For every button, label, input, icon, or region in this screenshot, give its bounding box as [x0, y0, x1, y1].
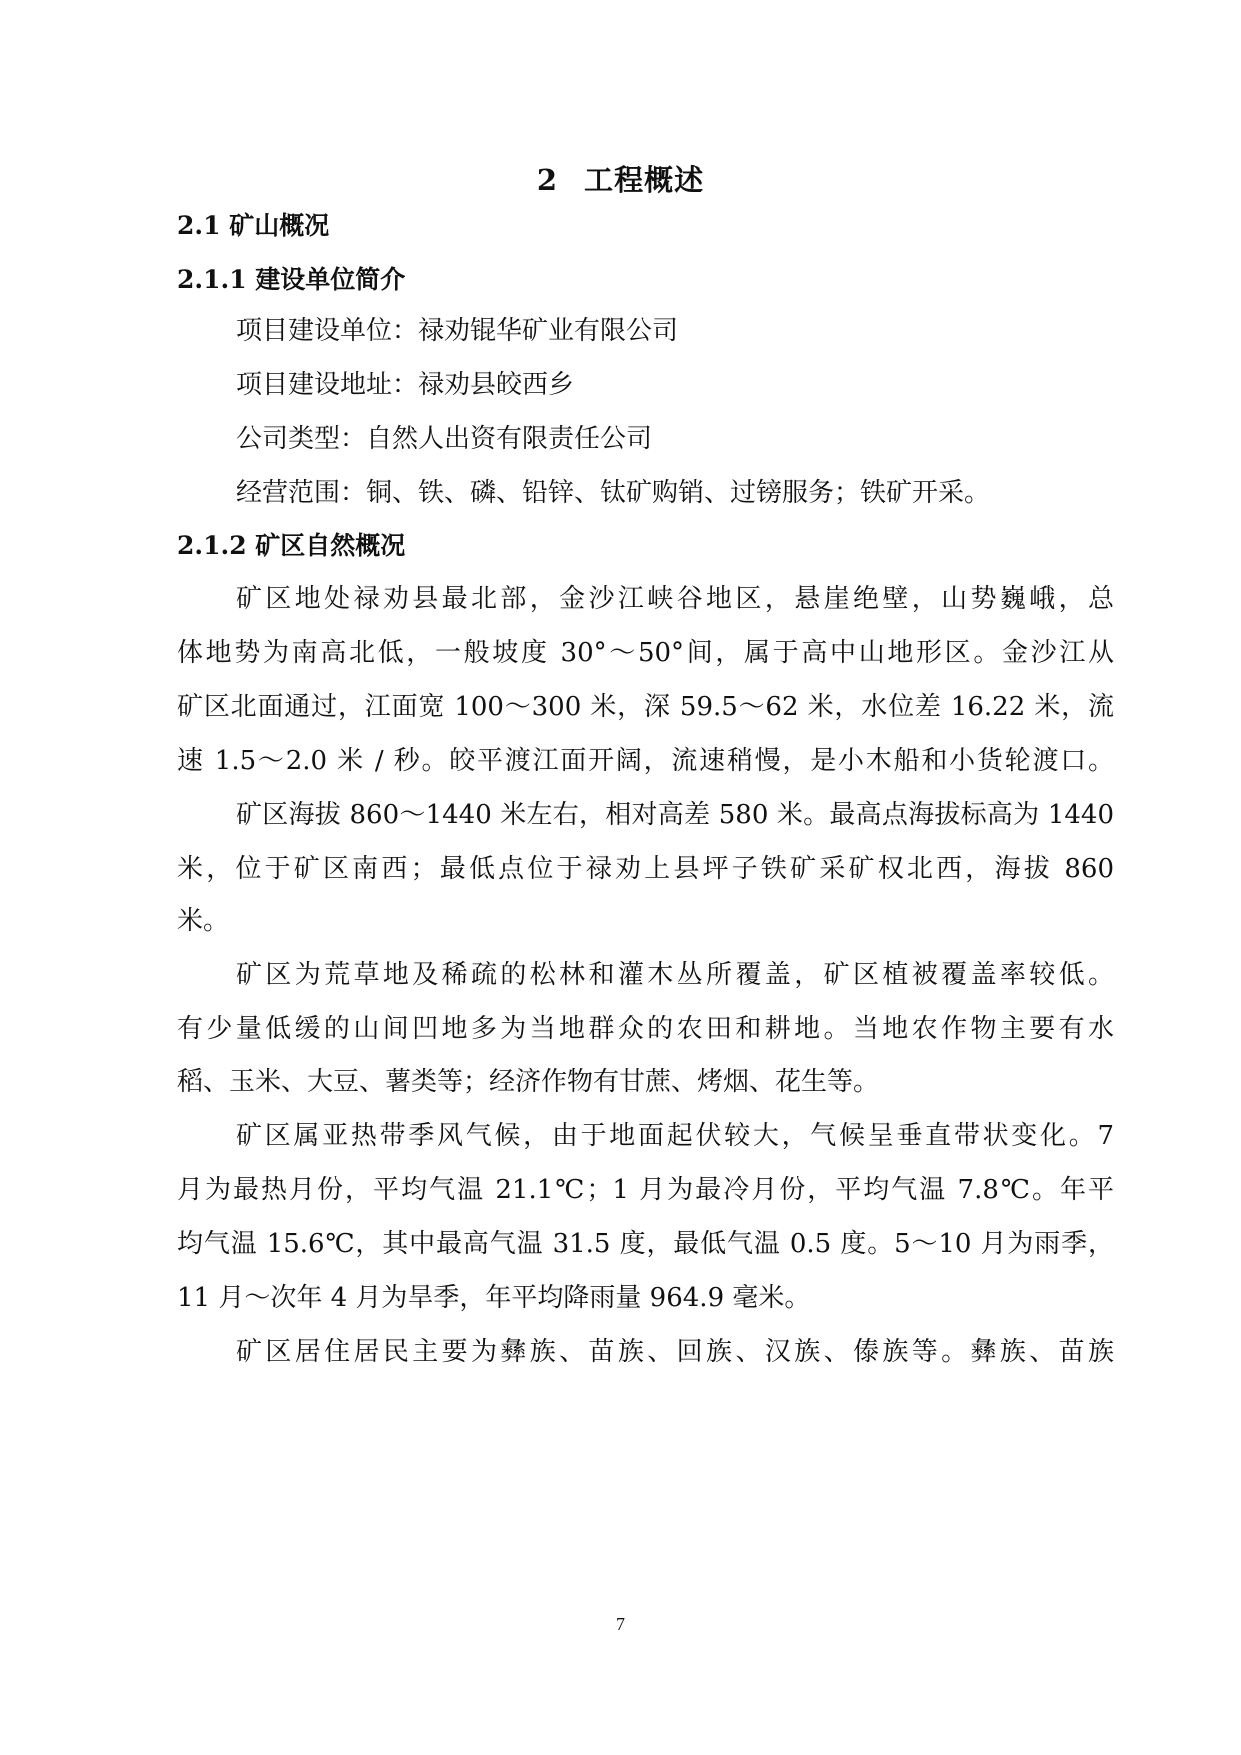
- company-address-line: 项目建设地址：禄劝县皎西乡: [236, 370, 575, 400]
- section-heading-2-1-1: 2.1.1 建设单位简介: [177, 265, 406, 294]
- paragraph-line: 矿区地处禄劝县最北部，金沙江峡谷地区，悬崖绝壁，山势巍峨，总: [236, 584, 1114, 614]
- chapter-title: [0, 160, 1241, 200]
- paragraph-line: 矿区北面通过，江面宽 100～300 米，深 59.5～62 米，水位差 16.22 米，流: [177, 692, 1114, 722]
- company-unit-line: 项目建设单位：禄劝锟华矿业有限公司: [236, 316, 679, 346]
- paragraph-line: 体地势为南高北低，一般坡度 30°～50°间，属于高中山地形区。金沙江从: [177, 638, 1114, 668]
- paragraph-line: 矿区属亚热带季风气候，由于地面起伏较大，气候呈垂直带状变化。7: [236, 1121, 1114, 1151]
- chapter-number: 2: [536, 163, 559, 197]
- company-scope-line: 经营范围：铜、铁、磷、铅锌、钛矿购销、过镑服务；铁矿开采。: [236, 478, 991, 508]
- paragraph-line: 月为最热月份，平均气温 21.1℃；1 月为最冷月份，平均气温 7.8℃。年平: [177, 1175, 1114, 1205]
- paragraph-line: 矿区海拔 860～1440 米左右，相对高差 580 米。最高点海拔标高为 1440: [236, 800, 1114, 830]
- paragraph-line: 米，位于矿区南西；最低点位于禄劝上县坪子铁矿采矿权北西，海拔 860: [177, 854, 1114, 884]
- paragraph-line: 稻、玉米、大豆、薯类等；经济作物有甘蔗、烤烟、花生等。: [177, 1067, 880, 1097]
- section-heading-2-1: 2.1 矿山概况: [177, 211, 330, 240]
- paragraph-line: 均气温 15.6℃，其中最高气温 31.5 度，最低气温 0.5 度。5～10 月为雨季，: [177, 1229, 1114, 1259]
- section-heading-2-1-2: 2.1.2 矿区自然概况: [177, 531, 406, 560]
- chapter-title-text: 工程概述: [584, 163, 705, 197]
- company-type-line: 公司类型：自然人出资有限责任公司: [236, 424, 653, 454]
- page-number: 7: [616, 1614, 625, 1634]
- paragraph-line: 有少量低缓的山间凹地多为当地群众的农田和耕地。当地农作物主要有水: [177, 1014, 1114, 1044]
- paragraph-line: 11 月～次年 4 月为旱季，年平均降雨量 964.9 毫米。: [177, 1283, 811, 1313]
- paragraph-line: 速 1.5～2.0 米 / 秒。皎平渡江面开阔，流速稍慢，是小木船和小货轮渡口。: [177, 746, 1114, 776]
- paragraph-line: 米。: [177, 906, 230, 936]
- paragraph-line: 矿区居住居民主要为彝族、苗族、回族、汉族、傣族等。彝族、苗族: [236, 1337, 1114, 1367]
- paragraph-line: 矿区为荒草地及稀疏的松林和灌木丛所覆盖，矿区植被覆盖率较低。: [236, 960, 1114, 990]
